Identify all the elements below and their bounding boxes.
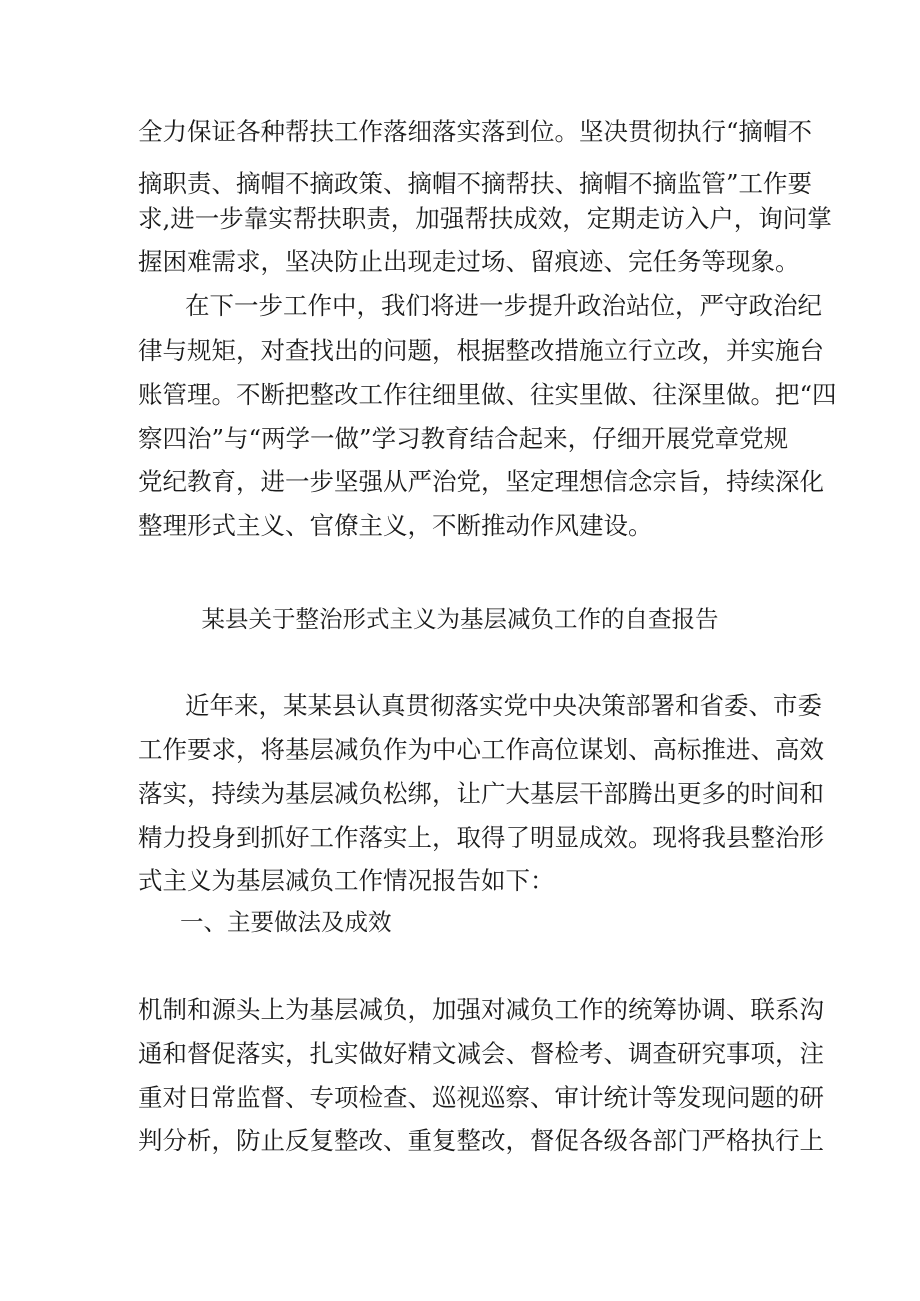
- text-line: 握困难需求，坚决防止出现走过场、留痕迹、完任务等现象。: [138, 247, 800, 276]
- text-line: 律与规矩，对查找出的问题，根据整改措施立行立改，并实施台: [138, 336, 824, 365]
- report-title: 某县关于整治形式主义为基层减负工作的自查报告: [201, 605, 719, 633]
- section-heading: 一、主要做法及成效: [180, 908, 392, 936]
- text-line: 机制和源头上为基层减负，加强对减负工作的统筹协调、联系沟: [138, 995, 824, 1024]
- text-line: 近年来，某某县认真贯彻落实党中央决策部署和省委、市委: [185, 691, 822, 720]
- text-line: 式主义为基层减负工作情况报告如下：: [138, 866, 555, 895]
- text-line: 落实，持续为基层减负松绑，让广大基层干部腾出更多的时间和: [138, 779, 824, 808]
- text-line: 通和督促落实，扎实做好精文减会、督检考、调查研究事项，注: [138, 1039, 824, 1068]
- text-line: 察四治”与“两学一做”学习教育结合起来，仔细开展党章党规: [138, 424, 789, 453]
- text-line: 在下一步工作中，我们将进一步提升政治站位，严守政治纪: [185, 291, 822, 320]
- text-line: 账管理。不断把整改工作往细里做、往实里做、往深里做。把“四: [138, 380, 837, 409]
- text-line: 全力保证各种帮扶工作落细落实落到位。坚决贯彻执行“摘帽不: [138, 117, 813, 146]
- text-line: 党纪教育，进一步坚强从严治党，坚定理想信念宗旨，持续深化: [138, 467, 824, 496]
- text-line: 摘职责、摘帽不摘政策、摘帽不摘帮扶、摘帽不摘监管”工作要: [138, 169, 813, 198]
- text-line: 工作要求，将基层减负作为中心工作高位谋划、高标推进、高效: [138, 735, 824, 764]
- text-line: 精力投身到抓好工作落实上，取得了明显成效。现将我县整治形: [138, 823, 824, 852]
- text-line: 判分析，防止反复整改、重复整改，督促各级各部门严格执行上: [138, 1126, 824, 1155]
- text-line: 重对日常监督、专项检查、巡视巡察、审计统计等发现问题的研: [138, 1083, 824, 1112]
- text-line: 整理形式主义、官僚主义，不断推动作风建设。: [138, 511, 653, 540]
- text-line: 求,进一步靠实帮扶职责，加强帮扶成效，定期走访入户，询问掌: [138, 204, 832, 233]
